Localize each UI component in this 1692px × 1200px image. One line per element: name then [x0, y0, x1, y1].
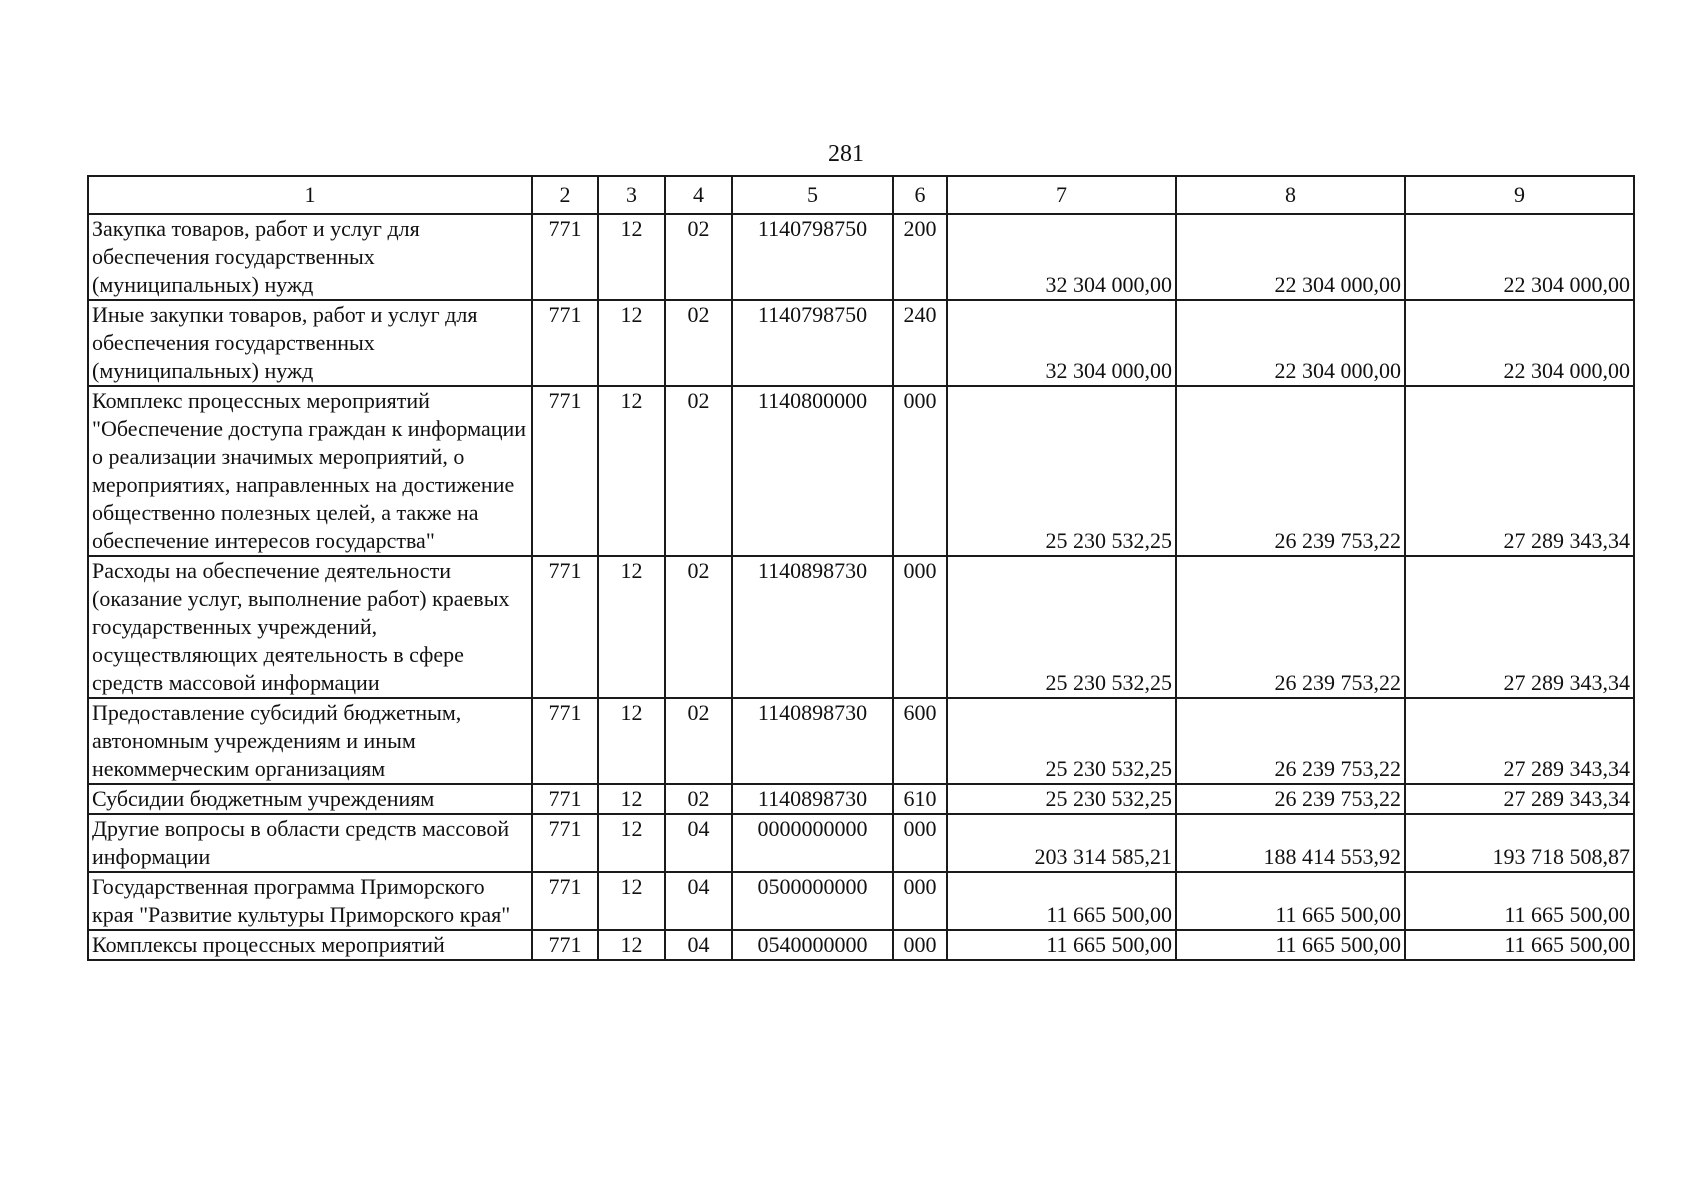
- ministry-code: 771: [532, 930, 598, 960]
- expense-name: Предоставление субсидий бюджетным, автономным учреждениям и иным некоммерческим организациям: [88, 698, 532, 784]
- expense-type-code: 000: [893, 930, 947, 960]
- amount-col-8: 22 304 000,00: [1176, 214, 1405, 300]
- amount-col-8: 22 304 000,00: [1176, 300, 1405, 386]
- ministry-code: 771: [532, 784, 598, 814]
- expense-name: Иные закупки товаров, работ и услуг для обеспечения государственных (муниципальных) нужд: [88, 300, 532, 386]
- column-header: 2: [532, 176, 598, 214]
- expense-type-code: 600: [893, 698, 947, 784]
- target-article-code: 0000000000: [732, 814, 893, 872]
- expense-name: Комплексы процессных мероприятий: [88, 930, 532, 960]
- subsection-code: 02: [665, 300, 732, 386]
- amount-col-9: 27 289 343,34: [1405, 698, 1634, 784]
- subsection-code: 02: [665, 698, 732, 784]
- expense-name: Другие вопросы в области средств массовой информации: [88, 814, 532, 872]
- expense-type-code: 000: [893, 872, 947, 930]
- subsection-code: 02: [665, 784, 732, 814]
- table-row: [88, 872, 1634, 930]
- section-code: 12: [598, 386, 665, 556]
- ministry-code: 771: [532, 814, 598, 872]
- subsection-code: 04: [665, 872, 732, 930]
- amount-col-9: 27 289 343,34: [1405, 784, 1634, 814]
- section-code: 12: [598, 784, 665, 814]
- amount-col-9: 193 718 508,87: [1405, 814, 1634, 872]
- table-row: [88, 300, 1634, 386]
- ministry-code: 771: [532, 300, 598, 386]
- expense-name: Расходы на обеспечение деятельности (оказание услуг, выполнение работ) краевых государственных учреждений, осуществляющих деятельность в сфере средств массовой информации: [88, 556, 532, 698]
- column-header: 8: [1176, 176, 1405, 214]
- expense-name: Закупка товаров, работ и услуг для обеспечения государственных (муниципальных) нужд: [88, 214, 532, 300]
- amount-col-9: 22 304 000,00: [1405, 300, 1634, 386]
- section-code: 12: [598, 814, 665, 872]
- column-header: 3: [598, 176, 665, 214]
- column-header: 1: [88, 176, 532, 214]
- amount-col-8: 26 239 753,22: [1176, 556, 1405, 698]
- table-row: [88, 814, 1634, 872]
- amount-col-8: 188 414 553,92: [1176, 814, 1405, 872]
- target-article-code: 1140898730: [732, 698, 893, 784]
- amount-col-9: 27 289 343,34: [1405, 556, 1634, 698]
- section-code: 12: [598, 300, 665, 386]
- table-row: [88, 214, 1634, 300]
- budget-table: [87, 175, 1635, 961]
- section-code: 12: [598, 556, 665, 698]
- expense-name: Субсидии бюджетным учреждениям: [88, 784, 532, 814]
- amount-col-9: 27 289 343,34: [1405, 386, 1634, 556]
- ministry-code: 771: [532, 386, 598, 556]
- amount-col-7: 32 304 000,00: [947, 300, 1176, 386]
- section-code: 12: [598, 930, 665, 960]
- table-row: [88, 556, 1634, 698]
- expense-type-code: 200: [893, 214, 947, 300]
- column-header: 7: [947, 176, 1176, 214]
- subsection-code: 04: [665, 814, 732, 872]
- amount-col-7: 32 304 000,00: [947, 214, 1176, 300]
- subsection-code: 04: [665, 930, 732, 960]
- target-article-code: 0540000000: [732, 930, 893, 960]
- column-header: 9: [1405, 176, 1634, 214]
- section-code: 12: [598, 214, 665, 300]
- section-code: 12: [598, 872, 665, 930]
- amount-col-8: 26 239 753,22: [1176, 698, 1405, 784]
- amount-col-8: 11 665 500,00: [1176, 872, 1405, 930]
- amount-col-7: 203 314 585,21: [947, 814, 1176, 872]
- amount-col-9: 22 304 000,00: [1405, 214, 1634, 300]
- amount-col-9: 11 665 500,00: [1405, 872, 1634, 930]
- subsection-code: 02: [665, 386, 732, 556]
- target-article-code: 0500000000: [732, 872, 893, 930]
- expense-type-code: 000: [893, 386, 947, 556]
- amount-col-8: 26 239 753,22: [1176, 386, 1405, 556]
- amount-col-7: 25 230 532,25: [947, 556, 1176, 698]
- amount-col-7: 25 230 532,25: [947, 784, 1176, 814]
- ministry-code: 771: [532, 872, 598, 930]
- column-header: 6: [893, 176, 947, 214]
- page-number: 281: [828, 141, 864, 167]
- column-header: 4: [665, 176, 732, 214]
- amount-col-8: 11 665 500,00: [1176, 930, 1405, 960]
- target-article-code: 1140800000: [732, 386, 893, 556]
- expense-name: Государственная программа Приморского края "Развитие культуры Приморского края": [88, 872, 532, 930]
- target-article-code: 1140798750: [732, 214, 893, 300]
- subsection-code: 02: [665, 556, 732, 698]
- section-code: 12: [598, 698, 665, 784]
- amount-col-9: 11 665 500,00: [1405, 930, 1634, 960]
- expense-name: Комплекс процессных мероприятий "Обеспечение доступа граждан к информации о реализации значимых мероприятий, о мероприятиях, направленных на достижение общественно полезных целей, а также на обеспечение интересов государства": [88, 386, 532, 556]
- expense-type-code: 610: [893, 784, 947, 814]
- expense-type-code: 000: [893, 556, 947, 698]
- table-header-row: [88, 176, 1634, 214]
- table-row: [88, 386, 1634, 556]
- amount-col-7: 25 230 532,25: [947, 386, 1176, 556]
- amount-col-8: 26 239 753,22: [1176, 784, 1405, 814]
- amount-col-7: 11 665 500,00: [947, 872, 1176, 930]
- amount-col-7: 25 230 532,25: [947, 698, 1176, 784]
- target-article-code: 1140898730: [732, 784, 893, 814]
- ministry-code: 771: [532, 214, 598, 300]
- target-article-code: 1140898730: [732, 556, 893, 698]
- table-row: [88, 930, 1634, 960]
- target-article-code: 1140798750: [732, 300, 893, 386]
- amount-col-7: 11 665 500,00: [947, 930, 1176, 960]
- expense-type-code: 000: [893, 814, 947, 872]
- ministry-code: 771: [532, 556, 598, 698]
- subsection-code: 02: [665, 214, 732, 300]
- table-row: [88, 784, 1634, 814]
- table-row: [88, 698, 1634, 784]
- expense-type-code: 240: [893, 300, 947, 386]
- column-header: 5: [732, 176, 893, 214]
- ministry-code: 771: [532, 698, 598, 784]
